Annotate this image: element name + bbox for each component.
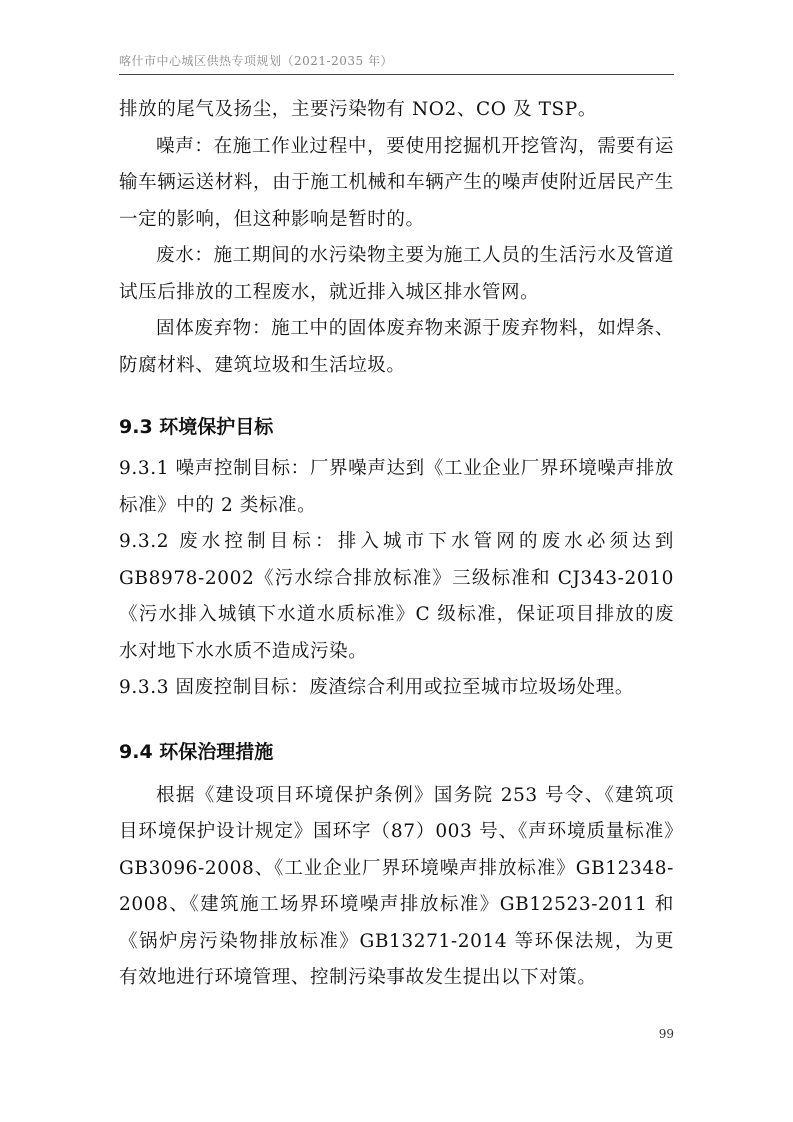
- section-heading-9-3: 9.3 环境保护目标: [119, 416, 274, 438]
- running-header: 喀什市中心城区供热专项规划（2021-2035 年）: [119, 54, 393, 68]
- section-heading-9-4: 9.4 环保治理措施: [119, 740, 274, 763]
- paragraph-regulations: 根据《建设项目环境保护条例》国务院 253 号令、《建筑项目环境保护设计规定》国环字（87）003 号、《声环境质量标准》GB3096-2008、《工业企业厂界环境噪声排放标准》GB12348-2008、《建筑施工场界环境噪声排放标准》GB12523-2011 和《锅炉房污染物排放标准》GB13271-2014 等环保法规，为更有效地进行环境管理、控制污染事故发生提出以下对策。: [119, 784, 674, 988]
- paragraph-exhaust-continuation: 排放的尾气及扬尘，主要污染物有 NO2、CO 及 TSP。: [119, 99, 597, 120]
- page-number: 99: [658, 1027, 674, 1041]
- item-9-3-2: 9.3.2 废水控制目标：排入城市下水管网的废水必须达到 GB8978-2002《污水综合排放标准》三级标准和 CJ343-2010《污水排入城镇下水道水质标准》C 级标准，保证项目排放的废水对地下水水质不造成污染。: [119, 531, 674, 662]
- item-9-3-3: 9.3.3 固废控制目标：废渣综合利用或拉至城市垃圾场处理。: [119, 677, 634, 698]
- item-9-3-1: 9.3.1 噪声控制目标：厂界噪声达到《工业企业厂界环境噪声排放标准》中的 2 类标准。: [119, 458, 674, 516]
- paragraph-wastewater: 废水：施工期间的水污染物主要为施工人员的生活污水及管道试压后排放的工程废水，就近排入城区排水管网。: [119, 245, 674, 303]
- paragraph-noise: 噪声：在施工作业过程中，要使用挖掘机开挖管沟，需要有运输车辆运送材料，由于施工机械和车辆产生的噪声使附近居民产生一定的影响，但这种影响是暂时的。: [119, 135, 674, 230]
- paragraph-solid-waste: 固体废弃物：施工中的固体废弃物来源于废弃物料，如焊条、防腐材料、建筑垃圾和生活垃圾。: [119, 318, 674, 376]
- header-rule: [119, 74, 674, 75]
- page-body: [119, 92, 674, 997]
